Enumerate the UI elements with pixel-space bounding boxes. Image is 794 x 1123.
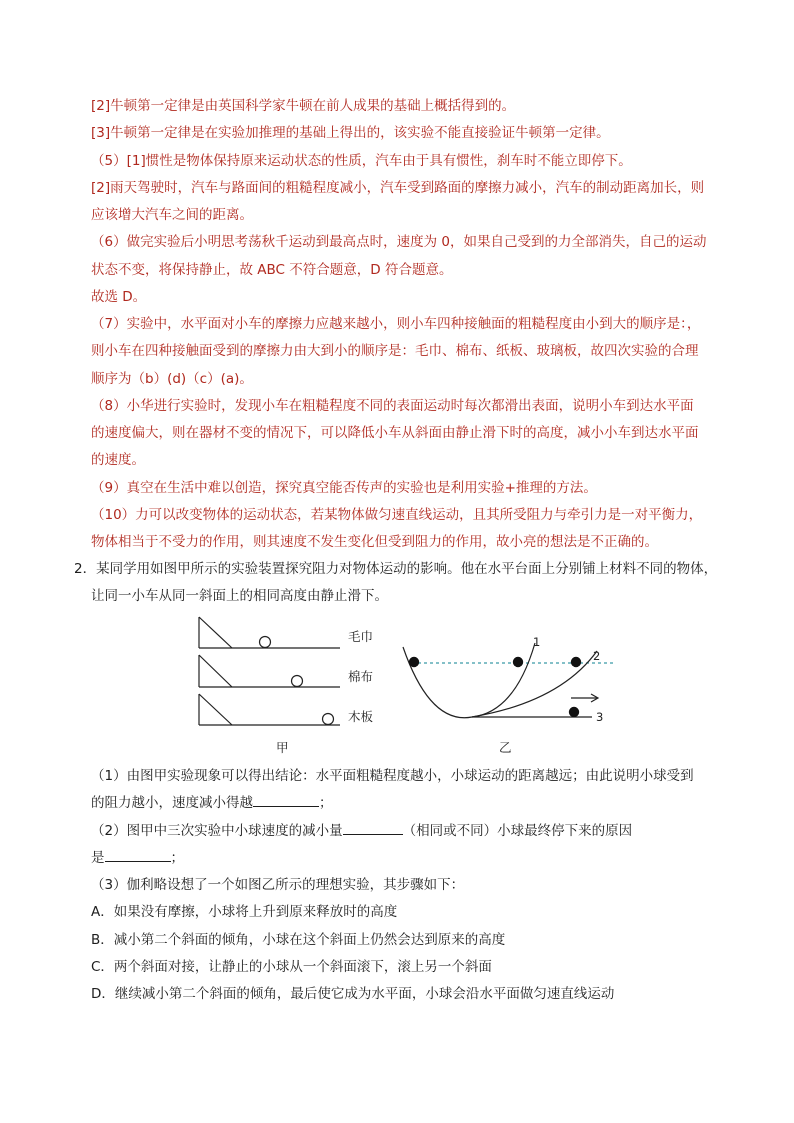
subq-2-line-1	[91, 822, 632, 840]
subq-1-line-1: （1）由图甲实验现象可以得出结论：水平面粗糙程度越小，小球运动的距离越远；由此说明小球受到	[91, 768, 694, 784]
answer-line-16: （10）力可以改变物体的运动状态，若某物体做匀速直线运动，且其所受阻力与牵引力是一对平衡力，	[91, 507, 703, 523]
subq-2-line-2	[91, 849, 184, 867]
subq-3-line: （3）伽利略设想了一个如图乙所示的理想实验，其步骤如下：	[91, 877, 465, 893]
answer-line-3: （5）[1]惯性是物体保持原来运动状态的性质，汽车由于具有惯性，刹车时不能立即停下。	[91, 153, 632, 169]
label-board: 木板	[348, 709, 374, 724]
answer-line-17: 物体相当于不受力的作用，则其速度不发生变化但受到阻力的作用，故小亮的想法是不正确的。	[91, 534, 658, 550]
answer-line-11: 顺序为（b）(d)（c）(a)。	[91, 371, 253, 387]
ball-line-3	[569, 707, 579, 717]
experiment-figure	[0, 605, 794, 765]
subq-1-text: 的阻力越小，速度减小得越	[91, 795, 253, 811]
ball-board	[323, 714, 334, 725]
answer-blank-1[interactable]	[253, 794, 319, 807]
ball-cotton	[292, 676, 303, 687]
answer-line-8: 故选 D。	[91, 289, 147, 305]
option-a: A．如果没有摩擦，小球将上升到原来释放时的高度	[91, 904, 398, 920]
answer-line-5: 应该增大汽车之间的距离。	[91, 207, 253, 223]
answer-line-2: [3]牛顿第一定律是在实验加推理的基础上得出的，该实验不能直接验证牛顿第一定律。	[91, 125, 610, 141]
answer-line-10: 则小车在四种接触面受到的摩擦力由大到小的顺序是：毛巾、棉布、纸板、玻璃板，故四次实验的合理	[91, 343, 699, 359]
question-stem-line-2: 让同一小车从同一斜面上的相同高度由静止滑下。	[91, 588, 388, 604]
curve-label-2: 2	[593, 649, 601, 663]
answer-line-6: （6）做完实验后小明思考荡秋千运动到最高点时，速度为 0，如果自己受到的力全部消失，自己的运动	[91, 234, 707, 250]
subq-2-text-after: （相同或不同）小球最终停下来的原因	[402, 823, 633, 839]
ball-curve-2	[571, 657, 581, 667]
subq-1-line-2	[91, 794, 333, 812]
subq-2-end: ；	[170, 850, 184, 866]
ramp-towel	[199, 617, 340, 648]
curve-label-3: 3	[596, 710, 604, 724]
label-towel: 毛巾	[348, 629, 374, 644]
answer-line-15: （9）真空在生活中难以创造，探究真空能否传声的实验也是利用实验+推理的方法。	[91, 480, 597, 496]
answer-line-4: [2]雨天驾驶时，汽车与路面间的粗糙程度减小，汽车受到路面的摩擦力减小，汽车的制动距离加长，则	[91, 180, 705, 196]
answer-blank-3[interactable]	[105, 849, 171, 862]
figure-yi	[403, 643, 616, 718]
curve-1	[472, 643, 535, 717]
ramp-cotton	[199, 655, 340, 687]
answer-line-13: 的速度偏大，则在器材不变的情况下，可以降低小车从斜面由静止滑下时的高度，减小小车到达水平面	[91, 425, 699, 441]
answer-line-9: （7）实验中，水平面对小车的摩擦力应越来越小，则小车四种接触面的粗糙程度由小到大的顺序是：，	[91, 316, 701, 332]
ramp-board	[199, 694, 340, 725]
answer-line-12: （8）小华进行实验时，发现小车在粗糙程度不同的表面运动时每次都滑出表面，说明小车到达水平面	[91, 398, 694, 414]
caption-yi: 乙	[499, 740, 512, 755]
answer-line-14: 的速度。	[91, 452, 145, 468]
subq-2-cont: 是	[91, 850, 105, 866]
option-c: C．两个斜面对接，让静止的小球从一个斜面滚下，滚上另一个斜面	[91, 959, 492, 975]
curve-label-1: 1	[533, 635, 541, 649]
question-stem-line-1: 2．某同学用如图甲所示的实验装置探究阻力对物体运动的影响。他在水平台面上分别铺上材料不同的物体，	[74, 561, 718, 577]
answer-blank-2[interactable]	[343, 822, 403, 835]
ball-towel	[260, 637, 271, 648]
ball-curve-1	[513, 657, 523, 667]
label-cotton: 棉布	[348, 669, 374, 684]
option-b: B．减小第二个斜面的倾角，小球在这个斜面上仍然会达到原来的高度	[91, 932, 506, 948]
answer-line-7: 状态不变，将保持静止，故 ABC 不符合题意，D 符合题意。	[91, 262, 453, 278]
ball-start	[409, 657, 419, 667]
subq-2-text: （2）图甲中三次实验中小球速度的减小量	[91, 823, 343, 839]
option-d: D．继续减小第二个斜面的倾角，最后使它成为水平面，小球会沿水平面做匀速直线运动	[91, 986, 615, 1002]
caption-jia: 甲	[276, 740, 289, 755]
answer-line-1: [2]牛顿第一定律是由英国科学家牛顿在前人成果的基础上概括得到的。	[91, 98, 516, 114]
subq-1-end: ；	[319, 795, 333, 811]
figure-jia	[199, 617, 340, 725]
